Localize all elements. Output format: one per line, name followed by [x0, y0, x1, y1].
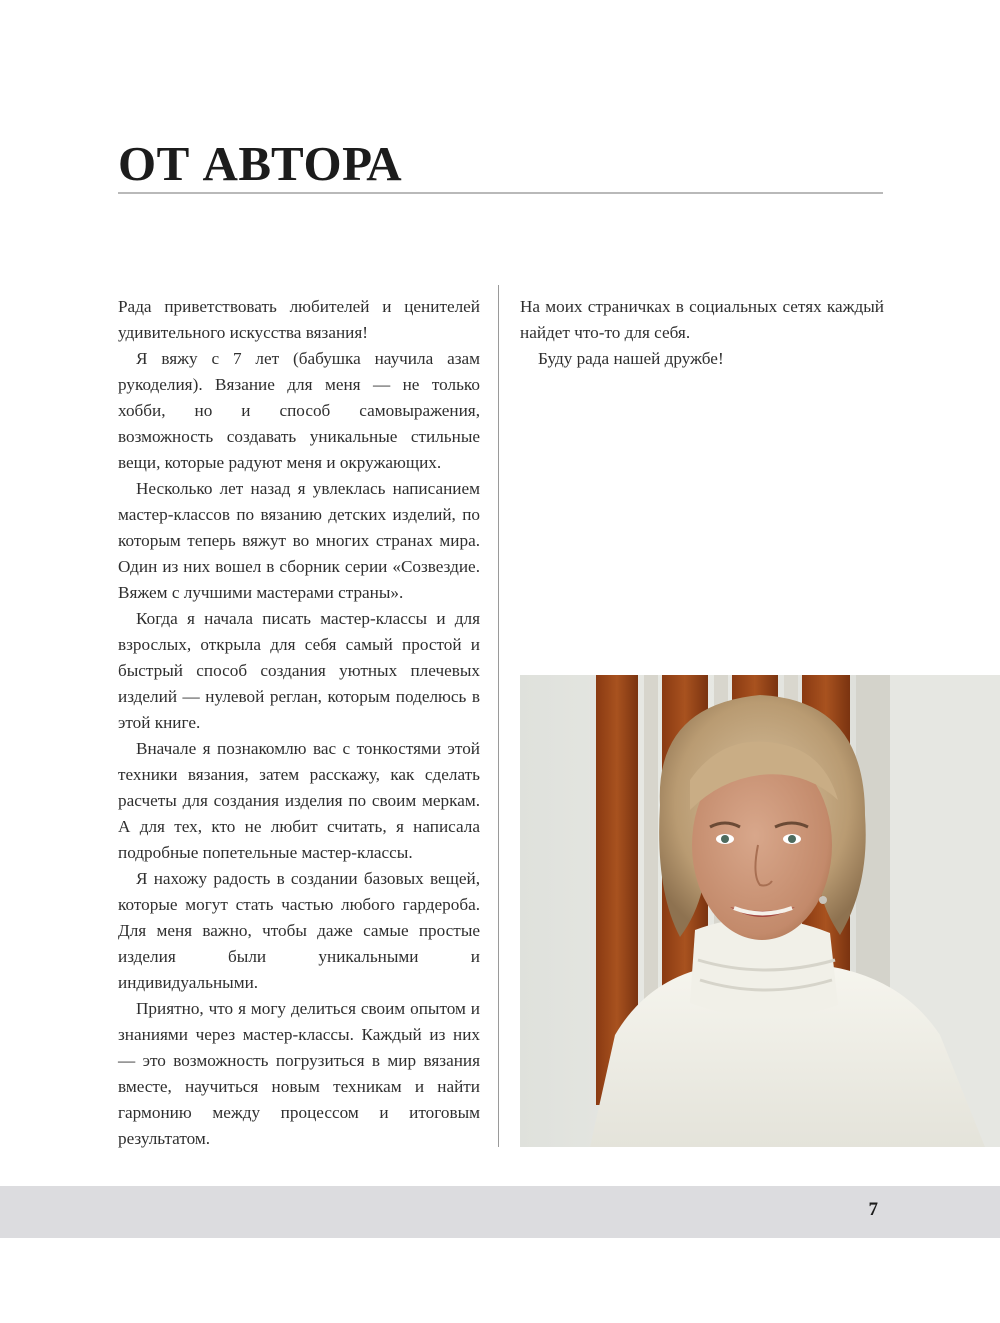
paragraph: Когда я начала писать мастер-классы и для взрослых, открыла для себя самый простой и быстрый способ создания уютных плечевых изделий — нулевой реглан, которым поделюсь в этой книге.: [118, 609, 480, 732]
page-number: 7: [868, 1199, 878, 1220]
author-photo: [520, 675, 1000, 1147]
paragraph: Вначале я познакомлю вас с тонкостями этой техники вязания, затем расскажу, как сделать расчеты для создания изделия по своим меркам. А для тех, кто не любит считать, я написала подробные попетельные мастер-классы.: [118, 739, 480, 862]
paragraph: Буду рада нашей дружбе!: [538, 349, 724, 368]
paragraph: Рада приветствовать любителей и ценителей удивительного искусства вязания!: [118, 297, 480, 342]
right-text-column: [520, 294, 884, 372]
left-text-column: [118, 294, 480, 1152]
title-underline: [118, 192, 883, 194]
paragraph: Приятно, что я могу делиться своим опытом и знаниями через мастер-классы. Каждый из них — это возможность погрузиться в мир вязания вместе, научиться новым техникам и найти гармонию между процессом и итоговым результатом.: [118, 999, 480, 1148]
column-divider: [498, 285, 499, 1147]
paragraph: На моих страничках в социальных сетях каждый найдет что-то для себя.: [520, 297, 884, 342]
footer-band: [0, 1186, 1000, 1238]
paragraph: Несколько лет назад я увлеклась написанием мастер-классов по вязанию детских изделий, по которым теперь вяжут во многих странах мира. Один из них вошел в сборник серии «Созвездие. Вяжем с лучшими мастерами страны».: [118, 479, 480, 602]
paragraph: Я вяжу с 7 лет (бабушка научила азам рукоделия). Вязание для меня — не только хобби, но и способ самовыражения, возможность создавать уникальные стильные вещи, которые радуют меня и окружающих.: [118, 349, 480, 472]
page-title: ОТ АВТОРА: [118, 136, 403, 191]
paragraph: Я нахожу радость в создании базовых вещей, которые могут стать частью любого гардероба. Для меня важно, чтобы даже самые простые изделия были уникальными и индивидуальными.: [118, 869, 480, 992]
